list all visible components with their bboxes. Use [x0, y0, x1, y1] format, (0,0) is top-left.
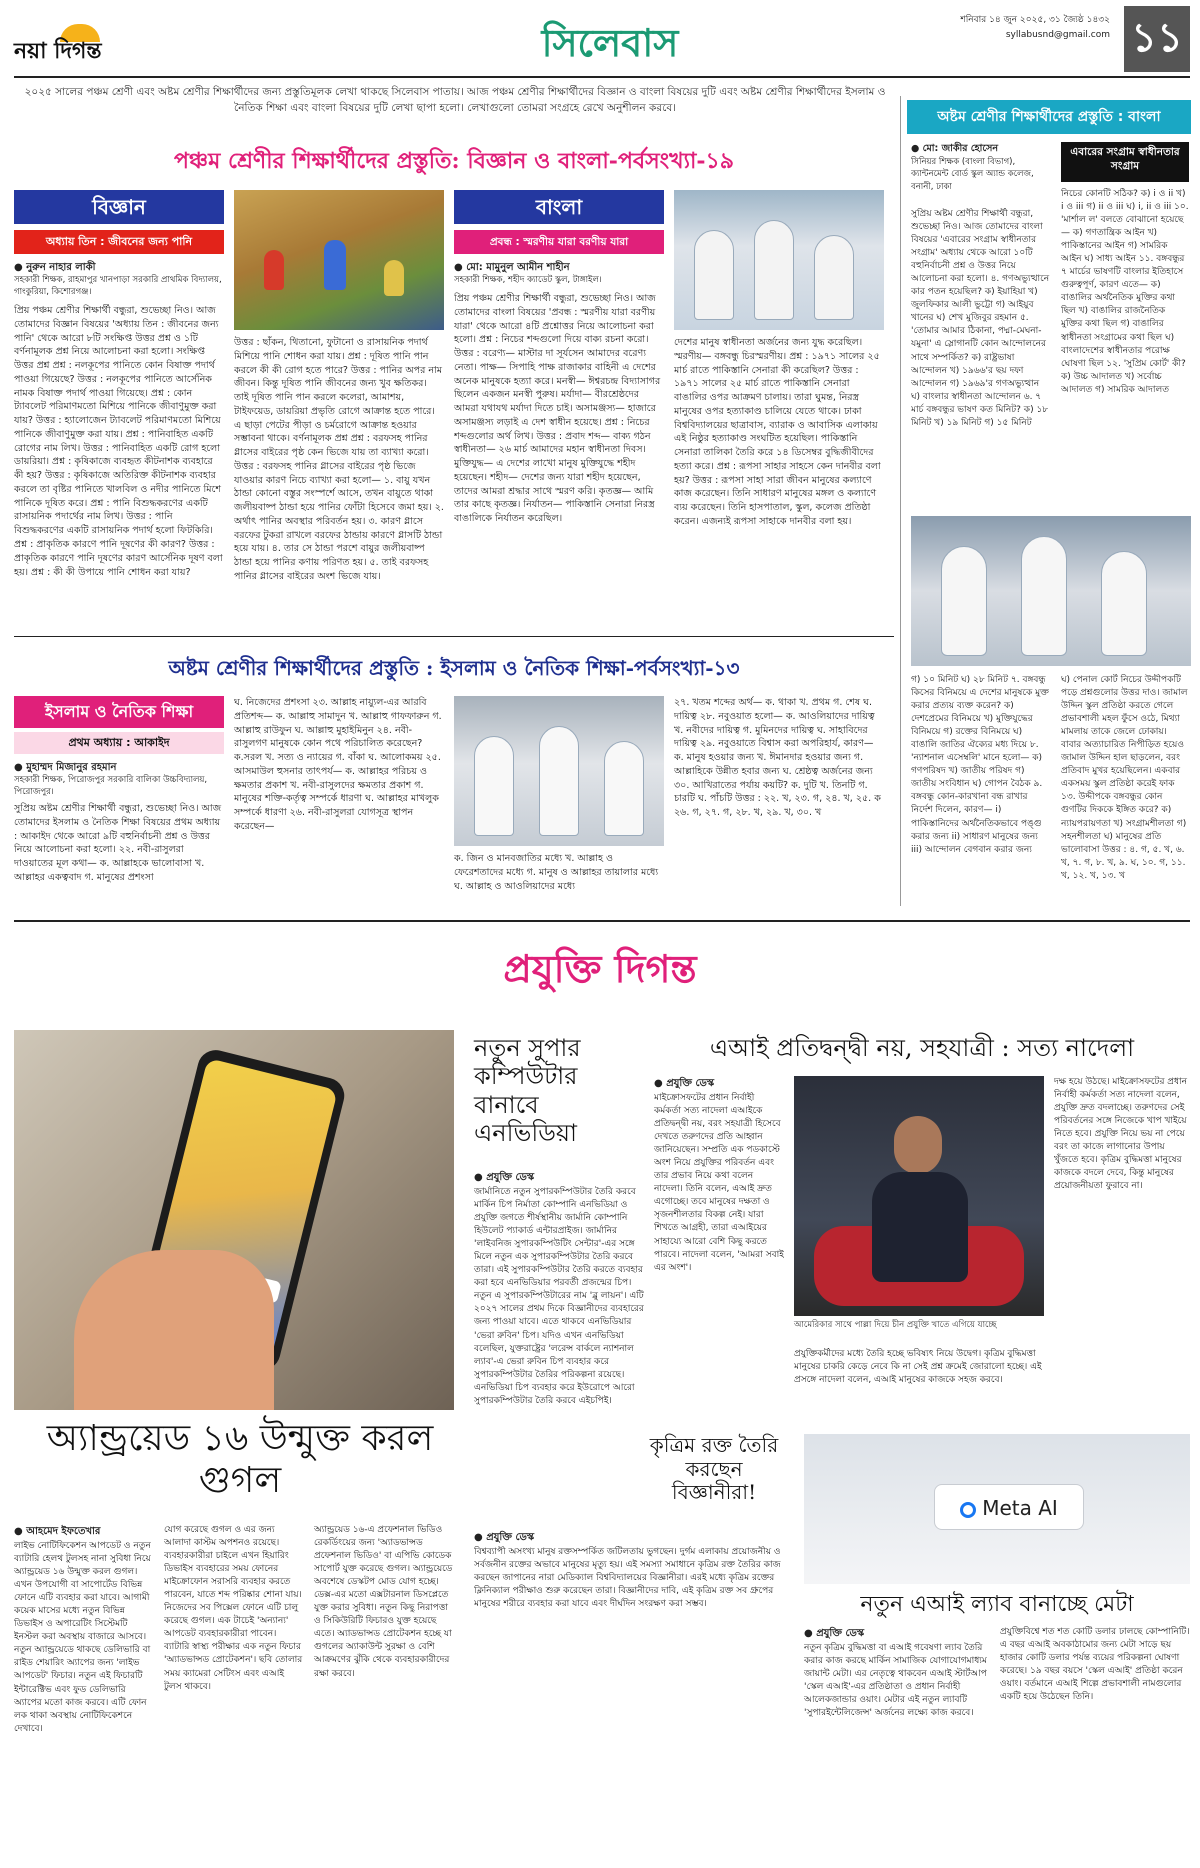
nvidia-headline: নতুন সুপার কম্পিউটার বানাবে এনভিডিয়া: [474, 1034, 581, 1147]
students-photo-2: [911, 516, 1191, 666]
class8-top-rule: [14, 636, 894, 637]
blood-author: ● প্রযুক্তি ডেস্ক: [474, 1532, 535, 1543]
issue-date: শনিবার ১৪ জুন ২০২৫, ৩১ জ্যৈষ্ঠ ১৪৩২: [960, 15, 1110, 25]
islam-body: সুপ্রিয় অষ্টম শ্রেণীর শিক্ষার্থী বন্ধুরা, শুভেচ্ছা নিও। আজ তোমাদের ইসলাম ও নৈতিক শিক্ষা বিষয়ের প্রথম অধ্যায় : আকাইদ থেকে আরো ৯টি বহুনির্বাচনী প্রশ্ন ও উত্তর নিয়ে আলোচনা করা হলো। ২২. নবী-রাসুলরা দাওয়াতের মূল কথা— ক. আল্লাহকে ভালোবাসা খ. আল্লাহর একত্ববাদ গ. মানুষের প্রশংসা: [14, 803, 222, 883]
meta-headline: নতুন এআই ল্যাব বানাচ্ছে মেটা: [860, 1592, 1134, 1617]
masthead: [0, 0, 1200, 80]
newspaper-logo: [14, 24, 204, 64]
sidebar-body: সুপ্রিয় অষ্টম শ্রেণীর শিক্ষার্থী বন্ধুরা, শুভেচ্ছা নিও। আজ তোমাদের বাংলা বিষয়ের 'এবারের সংগ্রাম স্বাধীনতার সংগ্রাম' অধ্যায় থেকে আরো ১০টি বহুনির্বাচনী প্রশ্ন ও উত্তর নিয়ে আলোচনা করা হলো। ৪. গণঅভ্যুত্থানে কার পতন হয়েছিল? ক) ইয়াহিয়া খ) জুলফিকার আলী ভুট্টো গ) আইয়ুব খানের ঘ) শেখ মুজিবুর রহমান ৫. 'তোমার আমার ঠিকানা, পদ্মা-মেঘনা-যমুনা' এ স্লোগানটি কোন আন্দোলনের সাথে সম্পর্কিত? ক) রাষ্ট্রভাষা আন্দোলন খ) ১৯৬৬'র ছয় দফা আন্দোলন গ) ১৯৬৯'র গণঅভ্যুত্থান ঘ) বাংলার স্বাধীনতা আন্দোলন ৬. ৭ মার্চ বঙ্গবন্ধুর ভাষণ কত মিনিট? ক) ১৮ মিনিট খ) ১৯ মিনিট গ) ১৫ মিনিট: [911, 209, 1050, 428]
sidebar-author-role: সিনিয়র শিক্ষক (বাংলা বিভাগ), ক্যান্টনমেন্ট বোর্ড স্কুল অ্যান্ড কলেজ, বনানী, ঢাকা: [911, 157, 1034, 192]
student-figure-8: [539, 726, 579, 836]
bangla-band: বাংলা: [454, 190, 664, 224]
illustration-figure-1: [264, 250, 284, 290]
islam-col4: ২৭. খতম শব্দের অর্থ— ক. থাকা খ. প্রথম গ. শেষ ঘ. দায়িত্ব ২৮. নবুওয়াত হলো— ক. আওলিয়াদের দায়িত্ব খ. নবীদের দায়িত্ব গ. মুমিনদের দায়িত্ব ঘ. সাহাবিদের দায়িত্ব ২৯. নবুওয়াতে বিশ্বাস করা অপরিহার্য, কারণ— ক. মানুষ হওয়ার জন্য খ. ঈমানদার হওয়ার জন্য গ. আল্লাহিকে উন্নীত হবার জন্য ঘ. শ্রেষ্ঠত্ব অর্জনের জন্য ৩০. আখিরাতের পর্যায় কয়টি? ক. দুটি খ. তিনটি গ. চারটি ঘ. পাঁচটি উত্তর : ২২. খ, ২৩. গ, ২৪. খ, ২৫. ক ২৬. গ, ২৭. গ, ২৮. খ, ২৯. খ, ৩০. খ: [674, 697, 881, 819]
nvidia-body: জার্মানিতে নতুন সুপারকম্পিউটার তৈরি করবে মার্কিন চিপ নির্মাতা কোম্পানি এনভিডিয়া ও প্রযুক্তি জগতে শীর্ষস্থানীয় জার্মানি কোম্পানি হিউলেট প্যাকার্ড এন্টারপ্রাইজ। জার্মানির 'লাইবনিজ সুপারকম্পিউটিং সেন্টার'-এর সঙ্গে মিলে নতুন এক সুপারকম্পিউটার তৈরি করবে তারা। এই সুপারকম্পিউটার তৈরি করতে ব্যবহার করা হবে এনভিডিয়ার পরবর্তী প্রজন্মের চিপ। নতুন এ সুপারকম্পিউটারের নাম 'ব্লু লায়ন'। এটি ২০২৭ সালের প্রথম দিকে বিজ্ঞানীদের ব্যবহারের জন্য পাওয়া যাবে। এতে থাকবে এনভিডিয়ার 'ভেরা রুবিন' চিপ। যদিও এখন এনভিডিয়া বলেছিল, যুক্তরাষ্ট্রের 'লরেন্স বার্কলে ন্যাশনাল ল্যাব'-এ ভেরা রুবিন চিপ ব্যবহার করে সুপারকম্পিউটার তৈরির পরিকল্পনা রয়েছে। এনভিডিয়া চিপ ব্যবহার করে ইউরোপে আরো সুপারকম্পিউটার তৈরি করবে এইচপিই।: [474, 1187, 644, 1406]
bangla-author: ● মো: মামুনুল আমীন শাহীন: [454, 262, 570, 273]
android-col3: অ্যান্ড্রয়েড ১৬-এ প্রফেশনাল ভিডিও রেকর্ডিংয়ের জন্য 'অ্যাডভান্সড প্রফেশনাল ভিডিও' বা এপিভি কোডেক সাপোর্ট যুক্ত করেছে গুগল। অ্যান্ড্রয়েডে অবশেষে ডেস্কটপ মোড যোগ হচ্ছে। ডেক্স-এর মতো এক্সটারনাল ডিসপ্লেতে যুক্ত করার সুবিধা। নতুন কিছু নিরাপত্তা ও সিকিউরিটি ফিচারও যুক্ত হয়েছে এতে। অ্যাডভান্সড প্রোটেকশন হচ্ছে যা গুগলের অ্যাকাউন্ট সুরক্ষা ও বেশি আক্রমণের ঝুঁকি থেকে ব্যবহারকারীদের রক্ষা করবে।: [314, 1525, 453, 1679]
science-section: [14, 190, 224, 630]
nadella-photo: [794, 1076, 1044, 1316]
student-figure-6: [1101, 551, 1147, 656]
sidebar-box-title: এবারের সংগ্রাম স্বাধীনতার সংগ্রাম: [1061, 142, 1189, 182]
meta-sign: [934, 1484, 1084, 1530]
intro-text: ২০২৫ সালের পঞ্চম শ্রেণী এবং অষ্টম শ্রেণীর শিক্ষার্থীদের জন্য প্রস্তুতিমূলক লেখা থাকছে সিলেবাস পাতায়। আজ পঞ্চম শ্রেণীর শিক্ষার্থীদের বিজ্ঞান ও বাংলা বিষয়ের দুটি এবং অষ্টম শ্রেণীর শিক্ষার্থীদের ইসলাম ও নৈতিক শিক্ষা এবং বাংলা বিষয়ের দুটি লেখা ছাপা হলো। লেখাগুলো তোমরা সংগ্রহে রেখে অনুশীলন করবে।: [24, 86, 886, 115]
sidebar-band: অষ্টম শ্রেণীর শিক্ষার্থীদের প্রস্তুতি : বাংলা: [907, 100, 1191, 134]
section-title: সিলেবাস: [541, 20, 679, 65]
student-figure-7: [474, 736, 514, 836]
student-figure-4: [941, 546, 987, 656]
nadella-photo-caption: আমেরিকার সাথে পাল্লা দিয়ে চীন প্রযুক্তি খাতে এগিয়ে যাচ্ছে: [794, 1320, 997, 1330]
science-band: বিজ্ঞান: [14, 190, 224, 224]
android-headline: অ্যান্ড্রয়েড ১৬ উন্মুক্ত করল গুগল: [46, 1418, 434, 1502]
bangla-body-2: দেশের মানুষ স্বাধীনতা অর্জনের জন্য যুদ্ধ করেছিল। স্মরণীয়— বঙ্গবন্ধু চিরস্মরণীয়। প্রশ্ন : ১৯৭১ সালের ২৫ মার্চ রাতে পাকিস্তানি সেনারা কী করেছিল? উত্তর : ১৯৭১ সালের ২৫ মার্চ রাতে পাকিস্তানি সেনারা বাঙালির ওপর আক্রমণ চালায়। তারা ঘুমন্ত, নিরস্ত্র মানুষের ওপর হত্যাকাণ্ড চালিয়ে যেতে থাকে। ঢাকা বিশ্ববিদ্যালয়ের ছাত্রাবাস, ব্যারাক ও আবাসিক এলাকায় এই নিষ্ঠুর হত্যাকাণ্ড সংঘটিত হয়েছিল। পাকিস্তানি সেনারা তালিকা তৈরি করে ১৪ ডিসেম্বর বুদ্ধিজীবীদের হত্যা করে। প্রশ্ন : রূপসা সাহার সাহসে কেন দানবীর বলা হয়? উত্তর : রূপসা সাহা সারা জীবন মানুষের কল্যাণে কাজ করেছেন। তিনি সাধারণ মানুষের মঙ্গল ও কল্যাণে ব্যয় করেছেন। তিনি হাসপাতাল, স্কুল, কলেজ প্রতিষ্ঠা করেন। এজন্যই রূপসা সাহাকে দানবীর বলা হয়।: [674, 337, 881, 527]
sidebar-body-lower-left: গ) ১০ মিনিট ঘ) ২৮ মিনিট ৭. বঙ্গবন্ধু কিসের বিনিময়ে এ দেশের মানুষকে মুক্ত করার প্রত্যয় ব্যক্ত করেন? ক) দেশপ্রেমের বিনিময়ে খ) মুক্তিযুদ্ধের বিনিময়ে গ) রক্তের বিনিময়ে ঘ) বাঙালি জাতির ঐক্যের মধ্য দিয়ে ৮. 'ন্যাশনাল এসেম্বলি' মানে হলো— ক) গণপরিষদ খ) জাতীয় পরিষদ গ) জাতীয় সংবিধান ঘ) গোপন বৈঠক ৯. বঙ্গবন্ধু কোন-কারখানা বন্ধ রাখার নির্দেশ দিলেন, কারণ— i) পাকিস্তানিদের অর্থনৈতিকভাবে পঙ্গু করার জন্য ii) সাধারণ মানুষের জন্য iii) আন্দোলন বেগবান করার জন্য: [911, 675, 1049, 855]
contact-email: syllabusnd@gmail.com: [1005, 30, 1110, 40]
sidebar-bangla8: [900, 96, 1190, 906]
masthead-rule: [14, 76, 1190, 78]
illustration-figure-2: [324, 240, 346, 290]
students-photo-3: [454, 696, 664, 846]
meta-photo: [804, 1434, 1190, 1584]
student-figure-5: [1021, 536, 1067, 656]
islam-section: [14, 696, 224, 906]
bangla-author-role: সহকারী শিক্ষক, শহীদ ক্যাডেট স্কুল, টাঙ্গাইল।: [454, 275, 602, 285]
meta-author: ● প্রযুক্তি ডেস্ক: [804, 1628, 865, 1639]
nadella-body-3: দক্ষ হয়ে উঠছে। মাইক্রোসফটের প্রধান নির্বাহী কর্মকর্তা সত্য নাদেলা বলেন, প্রযুক্তি দ্রুত বদলাচ্ছে। তরুণদের সেই পরিবর্তনের সঙ্গে নিজেকে খাপ খাইয়ে নিতে হবে। প্রযুক্তি নিয়ে ভয় না পেয়ে বরং তা কাজে লাগানোর উপায় খুঁজতে হবে। কৃত্রিম বুদ্ধিমত্তা মানুষের কাজকে বদলে দেবে, কিন্তু মানুষের প্রয়োজনীয়তা ফুরাবে না।: [1054, 1077, 1187, 1192]
blood-headline: কৃত্রিম রক্ত তৈরি করছেন বিজ্ঞানীরা!: [649, 1433, 779, 1505]
meta-body: নতুন কৃত্রিম বুদ্ধিমত্তা বা এআই গবেষণা ল্যাব তৈরি করার কাজ করছে মার্কিন সামাজিক যোগাযোগমাধ্যম জায়ান্ট মেটা। এর নেতৃত্বে থাকবেন এআই স্টার্টআপ 'স্কেল এআই'-এর প্রতিষ্ঠাতা ও প্রধান নির্বাহী আলেকজান্ডার ওয়াং। মেটার এই নতুন ল্যাবটি 'সুপারইন্টেলিজেন্স' অর্জনের লক্ষ্যে কাজ করবে।: [804, 1643, 987, 1719]
android-phone-photo: [14, 1030, 454, 1410]
speaker-body: [872, 1172, 968, 1282]
students-photo-1: [674, 190, 884, 330]
android-col2: যোগ করেছে গুগল ও এর জন্য আলাদা কাস্টম অপশনও রয়েছে। ব্যবহারকারীরা চাইলে এখন হিয়ারিং ডিভাইস ব্যবহারের সময় ফোনের মাইক্রোফোন সরাসরি ব্যবহার করতে পারবেন, যাতে শব্দ পরিষ্কার শোনা যায়। নিজেদের সব পিক্সেল ফোনে এটি চালু করেছে গুগল। এক টাচেই 'অন্যান্য' আপডেট ব্যবহারকারীরা পাবেন। ব্যাটারি স্বাস্থ্য পরীক্ষার এক নতুন ফিচার 'অ্যাডভান্সড প্রোটেকশন'। ছবি তোলার সময় ক্যামেরা সেটিংস এবং এআই টুলস থাকবে।: [164, 1525, 303, 1692]
meta-photo-label: Meta AI: [982, 1496, 1058, 1520]
islam-chapter: প্রথম অধ্যায় : আকাইদ: [14, 732, 224, 754]
sidebar-body-lower-right: ঘ) পেনাল কোর্ট নিচের উদ্দীপকটি পড়ে প্রশ্নগুলোর উত্তর দাও। জামাল উদ্দিন স্কুল প্রতিষ্ঠা করতে গেলে প্রভাবশালী মহল ফুঁসে ওঠে, মিথ্যা মামলায় তাকে জেলে ঢোকায়। বাবার অত্যাচারিত নিপীড়িত হয়েও জামাল উদ্দিন হাল ছাড়লেন, বরং প্রতিবাদ মুখর হয়েছিলেন। একবার একসময় স্কুল প্রতিষ্ঠা করেই ফাক ১৩. উদ্দীপকে বঙ্গবন্ধুর কোন গুণটির দিককে ইঙ্গিত করে? ক) ন্যায়পরায়ণতা খ) সংগ্রামশীলতা গ) সহনশীলতা ঘ) মানুষের প্রতি ভালোবাসা উত্তর : ৪. গ, ৫. খ, ৬. খ, ৭. গ, ৮. খ, ৯. ঘ, ১০. গ, ১১. খ, ১২. খ, ১৩. খ: [1061, 675, 1188, 881]
science-illustration: [234, 190, 444, 330]
hand: [74, 1250, 274, 1410]
nadella-body-2: প্রযুক্তিকর্মীদের মধ্যে তৈরি হচ্ছে ভবিষ্যৎ নিয়ে উদ্বেগ। কৃত্রিম বুদ্ধিমত্তা মানুষের চাকরি কেড়ে নেবে কি না সেই প্রশ্ন ক্রমেই জোরালো হচ্ছে। এই প্রসঙ্গে নাদেলা বলেন, এআই মানুষের কাজকে সহজ করবে।: [794, 1349, 1042, 1386]
student-figure-2: [754, 220, 794, 320]
meta-logo-icon: [960, 1502, 976, 1518]
science-chapter: অধ্যায় তিন : জীবনের জন্য পানি: [14, 230, 224, 254]
class8-headline: অষ্টম শ্রেণীর শিক্ষার্থীদের প্রস্তুতি : ইসলাম ও নৈতিক শিক্ষা-পর্বসংখ্যা-১৩: [168, 656, 740, 680]
science-author-role: সহকারী শিক্ষক, রাহমাপুর খানপাড়া সরকারি প্রাথমিক বিদ্যালয়, গাংকুরিয়া, কিশোরগঞ্জ।: [14, 275, 222, 298]
student-figure-9: [604, 741, 644, 836]
newspaper-logo-text: নয়া দিগন্ত: [14, 38, 102, 64]
bangla-chapter: প্রবন্ধ : স্মরণীয় যারা বরণীয় যারা: [454, 230, 664, 254]
illustration-figure-3: [384, 260, 404, 296]
meta-body-2: প্রযুক্তিবিশ্বে শত শত কোটি ডলার ঢালছে কোম্পানিটি। এ বছর এআই অবকাঠামোর জন্য মেটা সাড়ে ছয় হাজার কোটি ডলার পর্যন্ত ব্যয়ের পরিকল্পনা ঘোষণা করেছে। ১৯ বছর বয়সে 'স্কেল এআই' প্রতিষ্ঠা করেন ওয়াং। বর্তমানে এআই শিল্পে প্রভাবশালী নামগুলোর একটি হয়ে উঠেছেন তিনি।: [1000, 1627, 1190, 1703]
sidebar-body-right: নিচের কোনটি সঠিক? ক) i ও ii খ) i ও iii গ) ii ও iii ঘ) i, ii ও iii ১০. 'মার্শাল ল' বলতে বোঝানো হয়েছে— ক) গণতান্ত্রিক আইন খ) পাকিস্তানের আইন গ) সামরিক আইন ঘ) সাধ্য আইন ১১. বঙ্গবন্ধুর ৭ মার্চের ভাষণটি বাংলার ইতিহাসে গুরুত্বপূর্ণ, কারণ এতে— ক) বাঙালির অর্থনৈতিক মুক্তির কথা ছিল খ) বাঙালির রাজনৈতিক মুক্তির কথা ছিল গ) বাঙালির স্বাধীনতা সংগ্রামের কথা ছিল ঘ) বাংলাদেশের স্বাধীনতার পরোক্ষ ঘোষণা ছিল ১২. 'সুপ্রিম কোর্ট' কী? ক) উচ্চ আদালত খ) সর্বোচ্চ আদালত গ) সামরিক আদালত: [1061, 189, 1189, 395]
science-author: ● নুরুন নাহার লাকী: [14, 262, 96, 273]
tech-top-rule: [14, 920, 1190, 922]
sidebar-author: ● মো: জাকীর হোসেন: [911, 143, 999, 154]
blood-body: বিশ্বব্যাপী অসংখ্য মানুষ রক্তসম্পর্কিত জটিলতায় ভুগছেন। দুর্গম এলাকায় প্রয়োজনীয় ও সর্বজনীন রক্তের অভাবে মানুষের মৃত্যু হয়। এই সমস্যা সমাধানে কৃত্রিম রক্ত তৈরির কাজ করছেন জাপানের নারা মেডিক্যাল বিশ্ববিদ্যালয়ের বিজ্ঞানীরা। এরই মধ্যে কৃত্রিম রক্তের ক্লিনিক্যাল পরীক্ষাও শুরু করেছেন তারা। বিজ্ঞানীদের দাবি, এই কৃত্রিম রক্ত সব গ্রুপের মানুষের শরীরে ব্যবহার করা যাবে এবং দীর্ঘদিন সংরক্ষণ করা সম্ভব।: [474, 1547, 781, 1610]
islam-col3-text: ক. জিন ও মানবজাতির মধ্যে খ. আল্লাহ ও ফেরেশতাদের মধ্যে গ. মানুষ ও আল্লাহর তায়ালার মধ্যে ঘ. আল্লাহ ও আওলিয়াদের মধ্যে: [454, 853, 659, 892]
bangla-body: প্রিয় পঞ্চম শ্রেণীর শিক্ষার্থী বন্ধুরা, শুভেচ্ছা নিও। আজ তোমাদের বাংলা বিষয়ের 'প্রবন্ধ : স্মরণীয় যারা বরণীয় যারা' থেকে আরো ৪টি প্রশ্নোত্তর নিয়ে আলোচনা করা হলো। প্রশ্ন : নিচের শব্দগুলো দিয়ে বাক্য রচনা করো। উত্তর : বরেণ্য— মাস্টার দা সূর্যসেন আমাদের বরেণ্য নেতা। পাক্ষ— সিপাহি পাক্ষ রাজাকার বাহিনী এ দেশের অনেক মানুষকে হত্যা করে। মনস্বী— ঈশ্বরচন্দ্র বিদ্যাসাগর ছিলেন একজন মনস্বী পুরুষ। মর্যাদা— বীরশ্রেষ্ঠদের আমরা যথাযথ মর্যাদা দিতে চাই। অসামঞ্জস্য— হাজারে অসামঞ্জস্য লড়াই এ দেশ স্বাধীন হয়েছে। প্রশ্ন : নিচের শব্দগুলোর অর্থ লিখ। উত্তর : প্রবাদ শব্দ— বাক্য গঠন স্বাধীনতা— ২৬ মার্চ আমাদের মহান স্বাধীনতা দিবস। মুক্তিযুদ্ধ— এ দেশের লাখো মানুষ মুক্তিযুদ্ধে শহীদ হয়েছেন। শহীদ— দেশের জন্য যারা শহীদ হয়েছেন, তাদের আমরা শ্রদ্ধার সাথে স্মরণ করি। কৃতজ্ঞ— আমি তার কাছে কৃতজ্ঞ। নির্যাতন— পাকিস্তানি সেনারা নিরস্ত্র বাঙালিকে নির্যাতন করেছিল।: [454, 293, 661, 525]
class5-headline: পঞ্চম শ্রেণীর শিক্ষার্থীদের প্রস্তুতি: বিজ্ঞান ও বাংলা-পর্বসংখ্যা-১৯: [173, 148, 735, 174]
nadella-author: ● প্রযুক্তি ডেস্ক: [654, 1078, 715, 1089]
student-figure-1: [694, 230, 734, 320]
islam-author-role: সহকারী শিক্ষক, পিরোজপুর সরকারি বালিকা উচ্চবিদ্যালয়, পিরোজপুর।: [14, 775, 208, 798]
tech-section-title: প্রযুক্তি দিগন্ত: [503, 946, 697, 991]
student-figure-3: [814, 235, 854, 320]
science-body: প্রিয় পঞ্চম শ্রেণীর শিক্ষার্থী বন্ধুরা, শুভেচ্ছা নিও। আজ তোমাদের বিজ্ঞান বিষয়ের 'অধ্যায় তিন : জীবনের জন্য পানি' থেকে আরো ৮টি সংক্ষিপ্ত উত্তর প্রশ্ন ও ১টি বর্ণনামূলক প্রশ্ন নিয়ে আলোচনা করা হলো। সংক্ষিপ্ত উত্তর প্রশ্ন প্রশ্ন : নলকূপের পানিতে কোন বিষাক্ত পদার্থ পাওয়া গিয়েছে? উত্তর : নলকূপের পানিতে আর্সেনিক নামক বিষাক্ত পদার্থ পাওয়া গিয়েছে। প্রশ্ন : কোন ট্যাবলেট পরিমাণমতো মিশিয়ে পানিকে জীবাণুমুক্ত করা যায়? উত্তর : হ্যালোজেন ট্যাবলেট পরিমাণমতো মিশিয়ে পানিকে জীবাণুমুক্ত করা যায়। প্রশ্ন : পানিবাহিত একটি রোগের নাম লিখ। উত্তর : পানিবাহিত একটি রোগ হলো ডায়রিয়া। প্রশ্ন : কৃষিকাজে ব্যবহৃত কীটনাশক ব্যবহারে কী হয়? উত্তর : কৃষিকাজে অতিরিক্ত কীটনাশক ব্যবহার করলে তা বৃষ্টির পানিতে খালবিল ও নদীর পানিতে মিশে পানিকে দূষিত করে। প্রশ্ন : পানি বিশুদ্ধকরণের একটি রাসায়নিক পদার্থের নাম লিখ। উত্তর : পানি বিশুদ্ধকরণের একটি রাসায়নিক পদার্থ হলো ফিটকিরি। প্রশ্ন : প্রাকৃতিক কারণে পানি দূষণের কী কারণ? উত্তর : প্রাকৃতিক কারণে পানি দূষণের কারণ আর্সেনিক দূষণ বলা হয়। প্রশ্ন : কী কী উপায়ে পানি শোধন করা যায়?: [14, 305, 223, 578]
islam-band: ইসলাম ও নৈতিক শিক্ষা: [14, 696, 224, 728]
android-col1: লাইভ নোটিফিকেশন আপডেট ও নতুন ব্যাটারি হেলথ টুলসহ নানা সুবিধা নিয়ে অ্যান্ড্রয়েড ১৬ উন্মুক্ত করল গুগল। এখন উপযোগী বা সাপোর্টেড বিভিন্ন ফোনে এটি ব্যবহার করা যাবে। আগামী কয়েক মাসের মধ্যে নতুন বিভিন্ন ডিভাইস ও অপারেটিং সিস্টেমটি ইনস্টল করা অবস্থায় বাজারে আসবে। নতুন অ্যান্ড্রয়েডে থাকছে ডেলিভারি বা রাইড শেয়ারিং অ্যাপের জন্য 'লাইভ আপডেট' ফিচার। নতুন এই ফিচারটি ইন্টারেক্টিভ এবং ফুড ডেলিভারি অ্যাপের মতো কাজ করবে। এটি ফোন লক থাকা অবস্থায় নোটিফিকেশনে দেখাবে।: [14, 1541, 151, 1734]
science-body-2: উত্তর : ছাঁকন, থিতানো, ফুটানো ও রাসায়নিক পদার্থ মিশিয়ে পানি শোধন করা যায়। প্রশ্ন : দূষিত পানি পান করলে কী কী রোগ হতে পারে? উত্তর : পানির অপর নাম জীবন। কিন্তু দূষিত পানি জীবনের জন্য খুব ক্ষতিকর। তাই দূষিত পানি পান করলে কলেরা, আমাশয়, টাইফয়েড, ডায়রিয়া প্রভৃতি রোগে আক্রান্ত হতে পারে। এ ছাড়া পেটের পীড়া ও চর্মরোগে আক্রান্ত হওয়ার সম্ভাবনা থাকে। বর্ণনামূলক প্রশ্ন প্রশ্ন : বরফসহ পানির গ্লাসের বাইরের পৃষ্ঠ কেন ভিজে যায় তা ব্যাখ্যা করো। উত্তর : বরফসহ পানির গ্লাসের বাইরের পৃষ্ঠ ভিজে যাওয়ার কারণ নিচে ব্যাখ্যা করা হলো— ১. বায়ু যখন ঠান্ডা কোনো বস্তুর সংস্পর্শে আসে, তখন বায়ুতে থাকা জলীয়বাষ্প ঠান্ডা হয়ে পানির ফোঁটা হিসেবে জমা হয়। ২. অর্থাৎ পানির অবস্থার পরিবর্তন হয়। ৩. কারণ গ্লাসে বরফের টুকরা রাখলে বরফের ঠান্ডায় কারণে গ্লাসটি ঠান্ডা হয়ে যায়। ৪. তার সে ঠান্ডা পরশে বায়ুর জলীয়বাষ্প ঠান্ডা হয়ে পানির কণায় পরিণত হয়। ৫. তাই বরফসহ পানির গ্লাসের বাইরের অংশ ভিজে যায়।: [234, 337, 444, 583]
islam-author: ● মুহাম্মদ মিজানুর রহমান: [14, 762, 117, 773]
nvidia-author: ● প্রযুক্তি ডেস্ক: [474, 1172, 535, 1183]
nadella-headline: এআই প্রতিদ্বন্দ্বী নয়, সহযাত্রী : সত্য নাদেলা: [709, 1034, 1135, 1062]
bangla-section: [454, 190, 664, 630]
islam-col2: ঘ. নিজেদের প্রশংসা ২৩. আল্লাহ নায়্যুল-এর আরবি প্রতিশব্দ— ক. আল্লাহু সামাদুন খ. আল্লাহু গাফফারুন গ. আল্লাহু রাউফুন ঘ. আল্লাহু মুহাইমিনুন ২৪. নবী-রাসুলগণ মানুষকে কোন পথে পরিচালিত করেছেন? ক.সরল খ. সত্য ও ন্যায়ের গ. বাঁকা ঘ. আলোকময় ২৫. আসমাউল হুসনার তাৎপর্য— ক. আল্লাহর পরিচয় ও ক্ষমতার প্রকাশ খ. নবী-রাসুলদের ক্ষমতার প্রকাশ গ. মানুষের শক্তি-কর্তৃত্ব সম্পর্কে ধারণা ঘ. আল্লাহর মাখলুক সম্পর্কে ধারণা ২৬. নবী-রাসুলরা যোগসূত্র স্থাপন করেছেন—: [234, 697, 442, 832]
android-author: ● আহমেদ ইফতেখার: [14, 1526, 101, 1537]
page-number: ১১: [1124, 6, 1190, 72]
nadella-body: মাইক্রোসফটের প্রধান নির্বাহী কর্মকর্তা সত্য নাদেলা এআইকে প্রতিদ্বন্দ্বী নয়, বরং সহযাত্রী হিসেবে দেখতে তরুণদের প্রতি আহ্বান জানিয়েছেন। সম্প্রতি এক পডকাস্টে অংশ নিয়ে প্রযুক্তির পরিবর্তন এবং তার প্রভাব নিয়ে কথা বলেন নাদেলা। তিনি বলেন, এআই দ্রুত এগোচ্ছে। তবে মানুষের দক্ষতা ও সৃজনশীলতার বিকল্প নেই। যারা শিখতে আগ্রহী, তারা এআইয়ের সাহায্যে আরো বেশি কিছু করতে পারবে। নাদেলা বলেন, 'আমরা সবাই এর অংশ'।: [654, 1093, 784, 1273]
speaker-head: [894, 1116, 942, 1174]
